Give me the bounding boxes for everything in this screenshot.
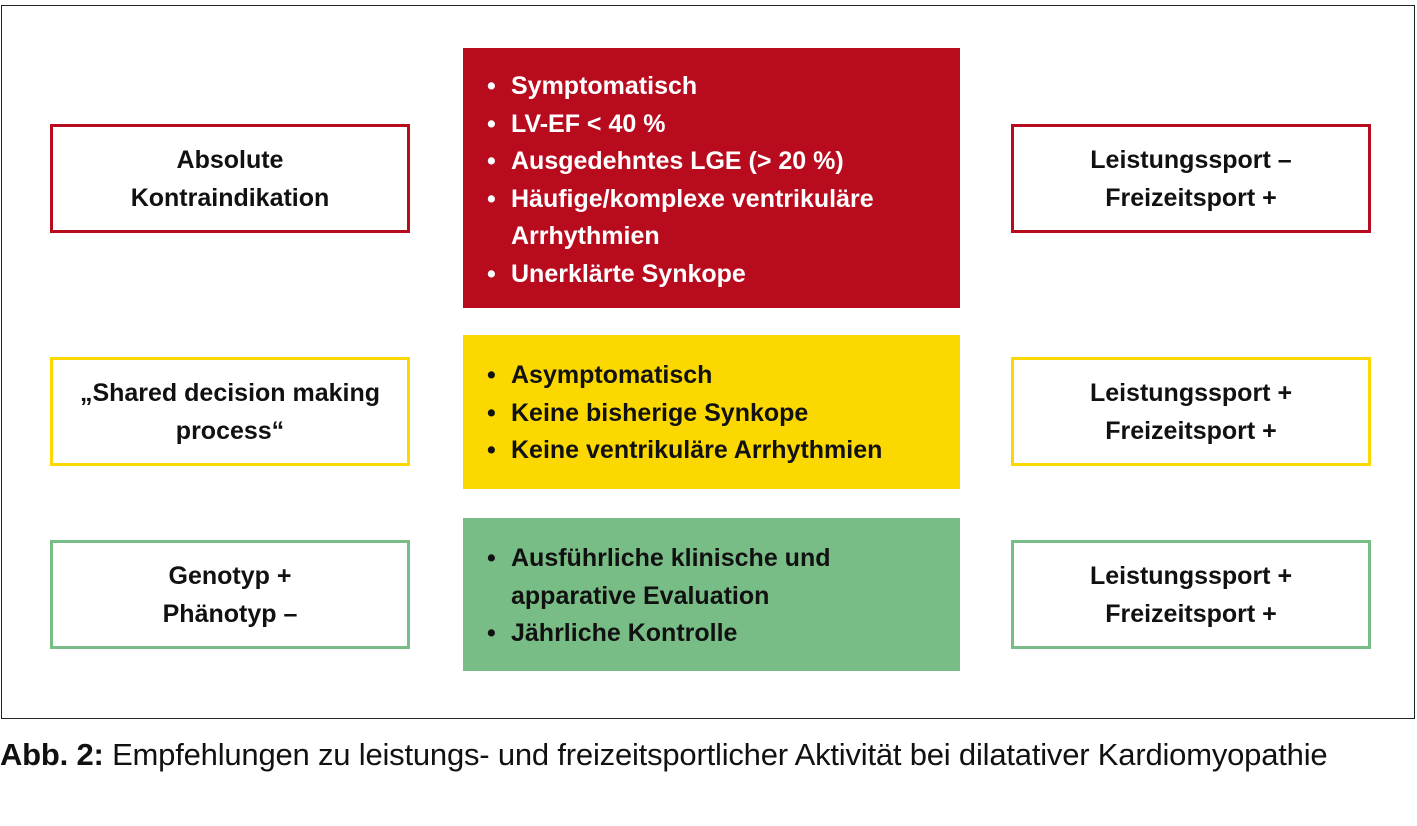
yellow-right-box bbox=[1011, 357, 1371, 466]
red-left-box bbox=[50, 124, 410, 233]
yellow-criteria-list bbox=[487, 357, 940, 470]
red-criteria-box bbox=[463, 48, 960, 308]
red-criteria-list bbox=[487, 68, 940, 293]
list-item: • LV-EF < 40 % bbox=[487, 106, 940, 144]
green-left-line-1: Genotyp + bbox=[168, 561, 292, 590]
yellow-right-line-1: Leistungssport + bbox=[1089, 378, 1293, 407]
red-left-line-1: Absolute bbox=[176, 145, 284, 174]
red-right-line-1: Leistungssport – bbox=[1090, 145, 1292, 174]
yellow-left-box bbox=[50, 357, 410, 466]
list-item: • Ausführliche klinische und apparative Evaluation bbox=[487, 540, 940, 615]
green-left-box bbox=[50, 540, 410, 649]
list-item: • Keine bisherige Synkope bbox=[487, 395, 940, 433]
red-left-line-2: Kontraindikation bbox=[130, 183, 330, 212]
list-item: • Häufige/komplexe ventrikuläre Arrhythmien bbox=[487, 181, 940, 256]
yellow-criteria-box bbox=[463, 335, 960, 489]
green-right-line-1: Leistungssport + bbox=[1089, 561, 1293, 590]
list-item: • Symptomatisch bbox=[487, 68, 940, 106]
green-left-line-2: Phänotyp – bbox=[162, 599, 298, 628]
red-right-box bbox=[1011, 124, 1371, 233]
green-right-box bbox=[1011, 540, 1371, 649]
caption-text: Empfehlungen zu leistungs- und freizeitsportlicher Aktivität bei dilatativer Kardiomyopathie bbox=[103, 737, 1328, 772]
green-criteria-list bbox=[487, 540, 940, 653]
yellow-right-line-2: Freizeitsport + bbox=[1105, 416, 1277, 445]
green-criteria-box bbox=[463, 518, 960, 671]
list-item: • Keine ventrikuläre Arrhythmien bbox=[487, 432, 940, 470]
list-item: • Ausgedehntes LGE (> 20 %) bbox=[487, 143, 940, 181]
yellow-left-line-1: „Shared decision making bbox=[79, 378, 381, 407]
list-item: • Asymptomatisch bbox=[487, 357, 940, 395]
red-right-line-2: Freizeitsport + bbox=[1105, 183, 1277, 212]
caption-label: Abb. 2: bbox=[0, 737, 104, 772]
figure-caption bbox=[0, 737, 1327, 773]
list-item: • Jährliche Kontrolle bbox=[487, 615, 940, 653]
green-right-line-2: Freizeitsport + bbox=[1105, 599, 1277, 628]
yellow-left-line-2: process“ bbox=[175, 416, 285, 445]
list-item: • Unerklärte Synkope bbox=[487, 256, 940, 294]
